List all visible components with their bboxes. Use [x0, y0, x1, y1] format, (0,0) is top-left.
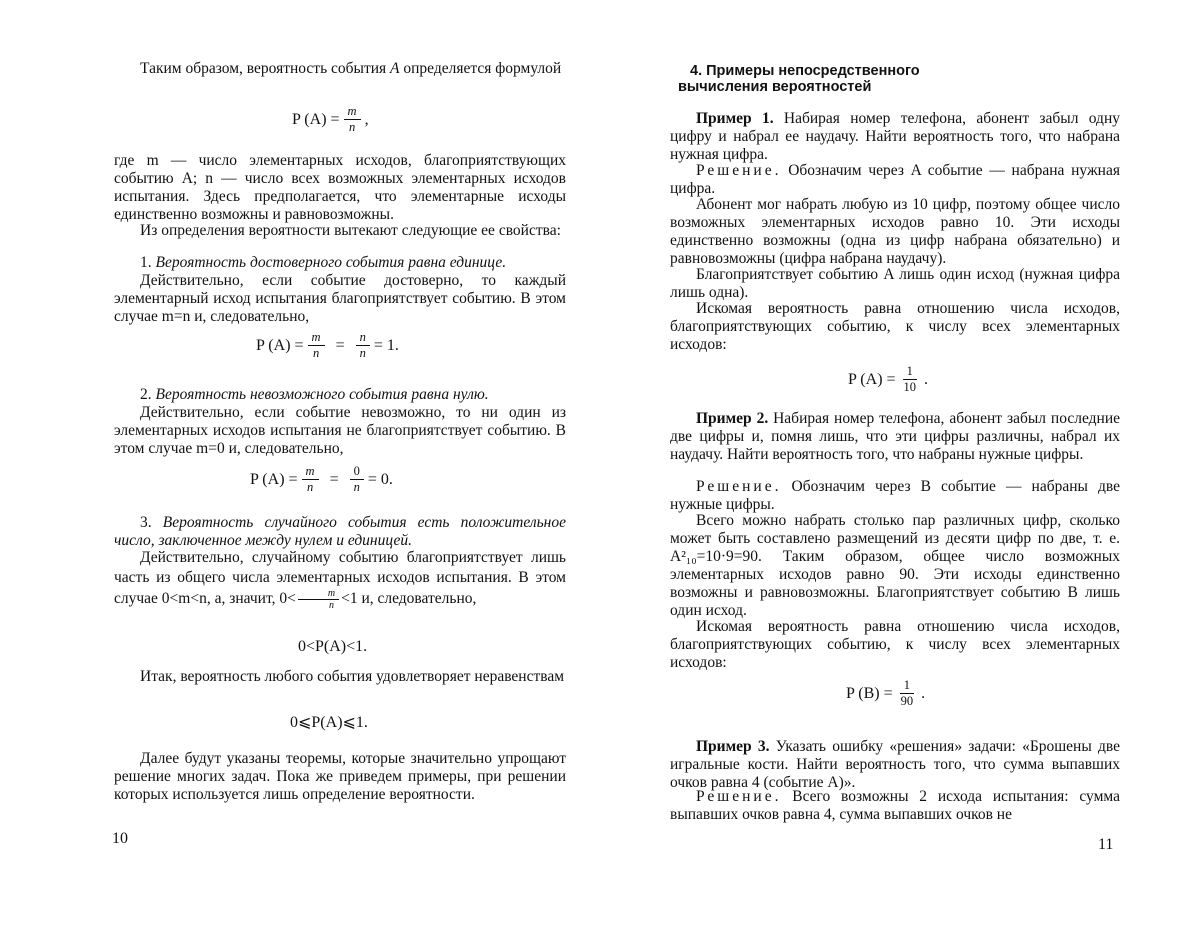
property-text: Вероятность невозможного события равна нулю. [155, 386, 489, 403]
solution-text: Обозначим через A событие — набрана нужная цифра. [670, 162, 1120, 197]
numerator: 0 [350, 464, 364, 480]
property-text: Вероятность достоверного события равна единице. [155, 254, 507, 271]
solution-1 [670, 162, 1120, 198]
numerator: m [298, 588, 339, 600]
fraction [900, 364, 921, 395]
formula-rhs: = 0. [367, 470, 393, 488]
paragraph-impossible-event: Действительно, если событие невозможно, то ни один из элементарных исходов испытания не благоприятствует событию. В этом случае m=0 и, следовательно, [114, 404, 566, 457]
paragraph-probability-formula-intro [114, 60, 566, 78]
formula-certain-event [256, 330, 399, 361]
paragraph-favourable-outcome: Благоприятствует событию A лишь один исход (нужная цифра лишь одна). [670, 266, 1120, 301]
section-heading-line-2: вычисления вероятностей [678, 79, 872, 95]
formula-lhs: P (B) = [846, 684, 893, 702]
paragraph-sought-probability-2: Искомая вероятность равна отношению числа исходов, благоприятствующих событию, к числу всех элементарных исходов: [670, 618, 1120, 671]
formula-lhs: P (A) = [848, 370, 896, 388]
denominator: 90 [900, 694, 914, 708]
formula-impossible-event [250, 464, 393, 495]
example-text: Набирая номер телефона, абонент забыл одну цифру и набрал ее наудачу. Найти вероятность того, что набрана нужная цифра. [670, 110, 1120, 163]
text: <1 и, следовательно, [341, 590, 477, 608]
denominator: n [348, 120, 356, 134]
property-2-heading [114, 386, 566, 404]
fraction [350, 464, 364, 495]
formula-tail: . [924, 370, 929, 388]
fraction [302, 464, 319, 495]
example-text: Указать ошибку «решения» задачи: «Брошены две игральные кости. Найти вероятность того, что сумма выпавших очков равна 4 (событие A)». [670, 738, 1120, 791]
paragraph-certain-event: Действительно, если событие достоверно, то каждый элементарный исход испытания благоприятствует событию. В этом случае m=n и, следовательно, [114, 272, 566, 325]
example-1 [670, 110, 1120, 164]
right-page [600, 0, 1200, 927]
solution-text: Всего возможны 2 исхода испытания: сумма выпавших очков равна 4, сумма выпавших очков не [670, 788, 1120, 823]
numerator: m [308, 330, 325, 346]
denominator: n [328, 600, 334, 611]
text: Таким образом, вероятность события [140, 60, 391, 77]
variable-a: A [390, 60, 400, 77]
property-number: 2. [140, 386, 156, 403]
property-number: 3. [140, 514, 163, 531]
property-number: 1. [140, 254, 156, 271]
denominator: 10 [903, 380, 917, 394]
fraction [308, 330, 325, 361]
formula-lhs: P (A) = [250, 470, 298, 488]
fraction [344, 104, 361, 135]
numerator: 1 [900, 678, 914, 694]
fraction [356, 330, 370, 361]
example-label: Пример 3. [696, 738, 770, 755]
example-2 [670, 410, 1120, 464]
paragraph-further-theorems: Далее будут указаны теоремы, которые значительно упрощают решение многих задач. Пока же приведем примеры, при решении которых используется лишь определение вероятности. [114, 750, 566, 803]
property-text: Вероятность случайного события есть положительное число, заключенное между нулем и единицей. [114, 514, 566, 549]
text: определяется формулой [399, 60, 562, 77]
formula-tail: , [364, 110, 369, 128]
solution-text: Обозначим через B событие — набраны две нужные цифры. [670, 478, 1120, 513]
example-label: Пример 2. [696, 410, 769, 427]
solution-2 [670, 478, 1120, 514]
numerator: n [356, 330, 370, 346]
paragraph-ten-outcomes: Абонент мог набрать любую из 10 цифр, поэтому общее число возможных элементарных исходов равно 10. Эти исходы единственно возможны (одна из цифр набрана обязательно) и равновозможны (цифра набрана наудачу). [670, 196, 1120, 267]
numerator: 1 [903, 364, 917, 380]
formula-lhs: P (A) = [256, 336, 304, 354]
example-label: Пример 1. [696, 110, 774, 127]
formula-random-event-bounds: 0<P(A)<1. [298, 638, 368, 655]
paragraph-ninety-outcomes: Всего можно набрать столько пар различных цифр, сколько может быть составлено размещений из десяти цифр по две, т. е. A²₁₀=10·9=90. Таким образом, общее число возможных элементарных исходов равно 90. Эти исходы единственно возможны и равновозможны. Благоприятствует событию B лишь один исход. [670, 512, 1120, 619]
denominator: n [312, 346, 320, 360]
solution-label: Решение. [696, 162, 782, 179]
property-1-heading [114, 254, 566, 272]
denominator: n [306, 480, 314, 494]
section-heading-line-1: 4. Примеры непосредственного [690, 63, 920, 79]
text: Действительно, случайному событию благоприятствует лишь часть из общего числа элементарных исходов испытания. В этом случае 0<m<n, а, значит, 0< [114, 549, 566, 608]
example-3 [670, 738, 1120, 792]
paragraph-sought-probability: Искомая вероятность равна отношению числа исходов, благоприятствующих событию, к числу всех элементарных исходов: [670, 300, 1120, 353]
denominator: n [353, 480, 360, 494]
formula-rhs: = 1. [373, 336, 399, 354]
formula-classic-probability [292, 104, 369, 135]
formula-lhs: P (A) = [292, 110, 340, 128]
solution-label: Решение. [696, 478, 782, 495]
formula-tail: . [921, 684, 926, 702]
paragraph-inequality-intro: Итак, вероятность любого события удовлетворяет неравенствам [140, 668, 565, 685]
fraction [897, 678, 918, 709]
page-number: 10 [112, 830, 128, 847]
inline-fraction [298, 588, 339, 611]
numerator: m [344, 104, 361, 120]
solution-3 [670, 788, 1120, 824]
paragraph-properties-intro: Из определения вероятности вытекают следующие ее свойства: [140, 222, 561, 239]
formula-probability-bounds: 0⩽P(A)⩽1. [290, 714, 368, 731]
formula-example-1-result [848, 364, 928, 395]
equals-sign: = [335, 336, 345, 354]
example-text: Набирая номер телефона, абонент забыл последние две цифры и, помня лишь, что эти цифры различны, набрал их наудачу. Найти вероятность того, что набраны нужные цифры. [670, 410, 1121, 463]
paragraph-random-event [114, 548, 566, 611]
numerator: m [302, 464, 319, 480]
paragraph-definitions: где m — число элементарных исходов, благоприятствующих событию A; n — число всех возможных элементарных исходов испытания. Здесь предполагается, что элементарные исходы единственно возможны и равновозможны. [114, 152, 566, 223]
formula-example-2-result [846, 678, 925, 709]
equals-sign: = [329, 470, 339, 488]
denominator: n [359, 346, 366, 360]
page-number: 11 [1098, 836, 1114, 853]
property-3-heading [114, 514, 566, 550]
solution-label: Решение. [696, 788, 782, 805]
